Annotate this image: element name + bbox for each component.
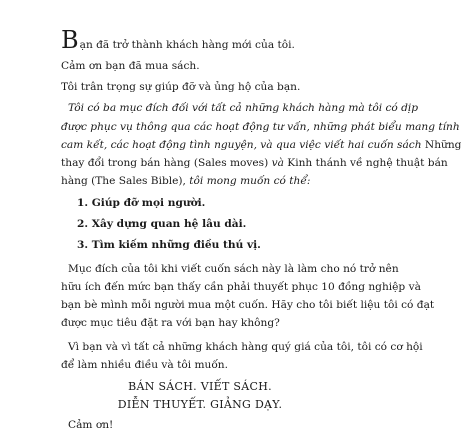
intro-line-1-text: ạn đã trở thành khách hàng mới của tôi.	[79, 39, 295, 51]
para2-line-3: bạn bè mình mỗi người mua một cuốn. Hãy cho tôi biết liệu tôi có đạt	[61, 299, 435, 311]
para2-line-2: hữu ích đến mức bạn thấy cần phải thuyết phục 10 đồng nghiệp và	[61, 281, 421, 293]
goal-item-1: 1. Giúp đỡ mọi người.	[77, 197, 206, 209]
intro-line-3: Tôi trân trọng sự giúp đỡ và ủng hộ của bạn.	[61, 81, 301, 93]
purpose-line-4-c: Kinh thánh về nghệ thuật bán	[283, 157, 448, 169]
para2-line-4: được mục tiêu đặt ra với bạn hay không?	[61, 317, 280, 329]
dropcap-letter: B	[61, 26, 79, 54]
closing-text: Cảm ơn!	[68, 419, 114, 431]
intro-line-1	[61, 26, 361, 54]
purpose-line-3	[61, 138, 461, 152]
para3-line-2: để làm nhiều điều và tôi muốn.	[61, 359, 229, 371]
purpose-line-5-a: hàng (The Sales Bible),	[61, 175, 190, 187]
goal-item-2: 2. Xây dựng quan hệ lâu dài.	[77, 218, 247, 230]
purpose-line-4-b: và	[271, 157, 284, 169]
purpose-line-2: được phục vụ thông qua các hoạt động tư vấn, những phát biểu mang tính	[61, 121, 460, 133]
para3-line-1: Vì bạn và vì tất cả những khách hàng quý giá của tôi, tôi có cơ hội	[68, 341, 423, 353]
para2-line-1: Mục đích của tôi khi viết cuốn sách này là làm cho nó trở nên	[68, 263, 399, 275]
purpose-line-5-b: tôi mong muốn có thể:	[189, 175, 311, 187]
intro-line-2: Cảm ơn bạn đã mua sách.	[61, 60, 200, 72]
motto-line-1: BÁN SÁCH. VIẾT SÁCH.	[128, 380, 272, 393]
purpose-line-4-a: thay đổi trong bán hàng (Sales moves)	[61, 157, 272, 169]
purpose-line-3-italic: cam kết, các hoạt động tình nguyện, và qua việc viết hai cuốn sách	[61, 139, 422, 151]
purpose-line-1: Tôi có ba mục đích đối với tất cả những khách hàng mà tôi có dịp	[68, 102, 419, 114]
purpose-line-5	[61, 174, 361, 188]
purpose-line-4	[61, 156, 448, 170]
purpose-line-3-normal: Những	[421, 139, 461, 151]
motto-line-2: DIỄN THUYẾT. GIẢNG DẠY.	[117, 398, 283, 411]
goal-item-3: 3. Tìm kiếm những điều thú vị.	[77, 239, 261, 251]
